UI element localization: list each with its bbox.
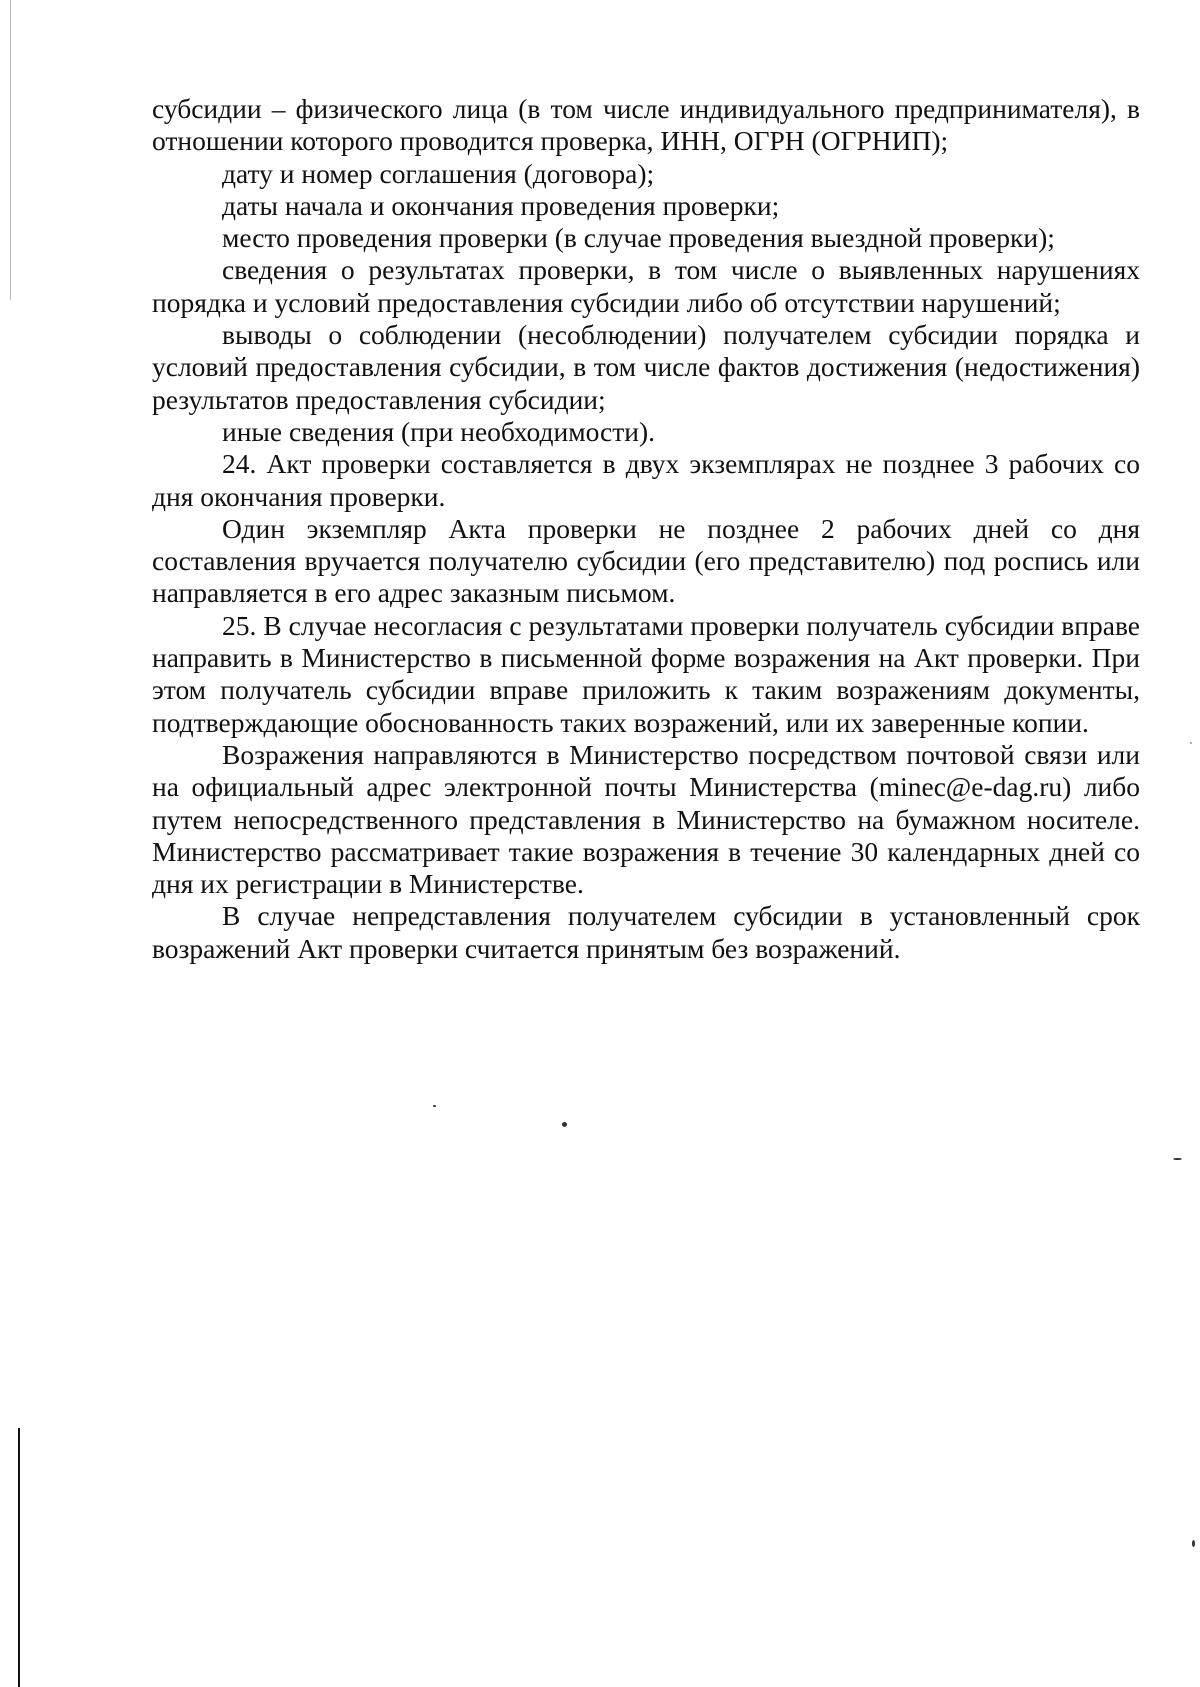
paragraph: В случае непредставления получателем субсидии в установленный срок возражений Акт проверки считается принятым без возражений. — [152, 900, 1140, 964]
paragraph: субсидии – физического лица (в том числе индивидуального предпринимателя), в отношении которого проводится проверка, ИНН, ОГРН (ОГРНИП); — [152, 93, 1140, 157]
scan-speck — [1190, 742, 1192, 744]
paragraph-item-25: 25. В случае несогласия с результатами проверки получатель субсидии вправе направить в Министерство в письменной форме возражения на Акт проверки. При этом получатель субсидии вправе приложить к таким возражениям документы, подтверждающие обоснованность таких возражений, или их заверенные копии. — [152, 609, 1140, 738]
scan-edge-line-top — [10, 0, 11, 300]
scan-speck — [1173, 1158, 1182, 1160]
paragraph: даты начала и окончания проведения проверки; — [222, 189, 780, 221]
paragraph-item-24: 24. Акт проверки составляется в двух экземплярах не позднее 3 рабочих со дня окончания проверки. — [152, 448, 1140, 512]
paragraph: выводы о соблюдении (несоблюдении) получателем субсидии порядка и условий предоставления субсидии, в том числе фактов достижения (недостижения) результатов предоставления субсидии; — [152, 319, 1140, 415]
paragraph: дату и номер соглашения (договора); — [222, 157, 655, 189]
paragraph: сведения о результатах проверки, в том числе о выявленных нарушениях порядка и условий предоставления субсидии либо об отсутствии нарушений; — [152, 254, 1140, 318]
scan-speck — [433, 1105, 436, 1107]
scan-speck — [1192, 1540, 1195, 1547]
scan-edge-line-bottom — [18, 1428, 20, 1687]
document-body — [152, 93, 1140, 965]
scan-speck — [562, 1122, 567, 1127]
paragraph: иные сведения (при необходимости). — [222, 415, 656, 447]
paragraph: место проведения проверки (в случае проведения выездной проверки); — [222, 222, 1055, 254]
paragraph: Один экземпляр Акта проверки не позднее 2 рабочих дней со дня составления вручается получателю субсидии (его представителю) под роспись или направляется в его адрес заказным письмом. — [152, 512, 1140, 609]
paragraph: Возражения направляются в Министерство посредством почтовой связи или на официальный адрес электронной почты Министерства (minec@e-dag.ru) либо путем непосредственного представления в Министерство на бумажном носителе. Министерство рассматривает такие возражения в течение 30 календарных дней со дня их регистрации в Министерстве. — [152, 738, 1140, 900]
